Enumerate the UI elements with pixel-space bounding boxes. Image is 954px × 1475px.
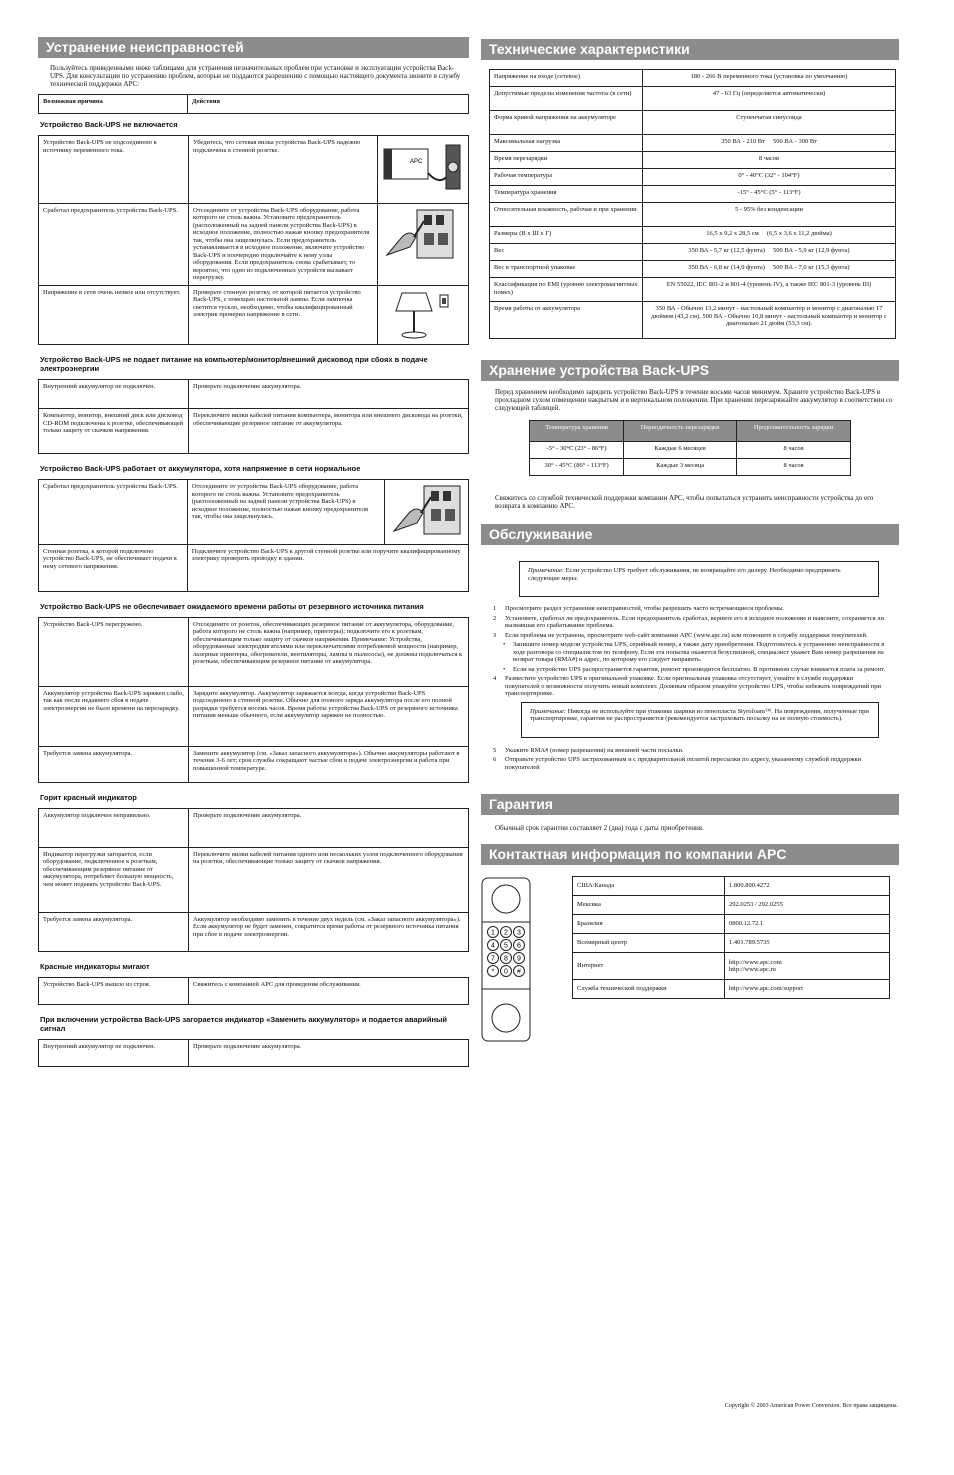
action-cell: Отсоедините от устройства Back-UPS оборудование, работа которого не столь важна. Установите предохранитель (расположенный на задней панели устройства Back-UPS) в исходное положение, полностью нажав кнопку предохранителя так, чтобы она защелкнулась. Если предохранитель устанавливается в исходное положение, включите устройство Back-UPS и поочередно подключайте к нему узлы оборудования. Если предохранитель снова срабатывает, то вероятно, что одно из подключенных устройств вызывает перегрузку. <box>189 203 378 285</box>
svg-text:APC: APC <box>410 159 423 165</box>
table-row <box>573 953 890 980</box>
section-title: Устройство Back-UPS не подает питание на компьютер/монитор/внешний дисковод при сбоях в подаче электроэнергии <box>40 355 428 373</box>
list-item <box>493 632 889 640</box>
cause-cell: Сработал предохранитель устройства Back-UPS. <box>39 203 189 285</box>
table-row <box>490 111 896 135</box>
spec-value: 350 ВА - Обычно 13,2 минут - настольный компьютер и монитор с диагональю 17 дюймов (43,2 см). 500 ВА - Обычно 10,8 минут - настольный компьютер и монитор с диагональю 21 дюйм (53,3 см). <box>643 302 896 339</box>
spec-value: 350 ВА - 210 Вт 500 ВА - 300 Вт <box>643 135 896 152</box>
action-cell: Отсоедините от устройства Back-UPS оборудование, работа которого не столь важна. Установите предохранитель (расположенный на задней панели устройства Back-UPS) в исходное положение, полностью нажав кнопку предохранителя так, чтобы она защелкнулась. <box>187 480 384 545</box>
contact-label: Всемирный центр <box>573 934 725 953</box>
keypad-key-label: 4 <box>491 942 495 950</box>
action-cell: Переключите вилки кабелей питания компьютера, монитора или внешнего дисковода на розетки, обеспечивающие резервное питание от аккумулятора. <box>189 409 469 454</box>
contact-value: 292.0253 / 292.0255 <box>725 896 890 915</box>
table-row <box>39 380 469 409</box>
troubleshooting-column <box>38 0 469 1067</box>
keypad-key-label: 9 <box>517 955 521 963</box>
table-row <box>39 847 469 912</box>
list-marker: 5 <box>493 746 497 754</box>
info-column <box>481 0 899 1047</box>
specs-table <box>489 69 896 339</box>
spec-value: 350 ВА - 6,8 кг (14,9 фунта) 500 ВА - 7,0 кг (15,3 фунта) <box>643 261 896 278</box>
table-row <box>573 915 890 934</box>
contact-label: Служба технической поддержки <box>573 980 725 999</box>
storage-header-cell: Температура хранения <box>530 421 624 442</box>
spec-value: -15° - 45°C (5° - 113°F) <box>643 186 896 203</box>
cause-cell: Индикатор перегрузки загорается, если оборудование, подключенное к розеткам, обеспечивающим резервное питание от аккумулятора, потребляет большую мощность, чем может подавать устройство Back-UPS. <box>39 847 189 912</box>
warranty-title: Гарантия <box>481 794 899 815</box>
ups-plug-icon <box>382 139 462 197</box>
service-note-2 <box>521 702 879 738</box>
spec-name: Размеры (В x Ш x Г) <box>490 227 643 244</box>
action-cell: Аккумулятор необходимо заменить в течение двух недель (см. «Заказ запасного аккумулятора»). Если аккумулятор не будет заменен, сократится время работы от резервного источника питания при сбое в подаче электроэнергии. <box>189 912 469 951</box>
action-cell: Переключите вилки кабелей питания одного или нескольких узлов подключенного оборудования на розетки, обеспечивающие только защиту от скачков напряжения. <box>189 847 469 912</box>
list-marker: 2 <box>493 614 497 622</box>
spec-name: Максимальная нагрузка <box>490 135 643 152</box>
section-table <box>38 479 469 592</box>
table-row <box>490 152 896 169</box>
list-marker: 4 <box>493 675 497 682</box>
section-table <box>38 617 469 783</box>
section-table <box>38 977 469 1005</box>
table-row <box>490 169 896 186</box>
list-text: Укажите RMA# (номер разрешения) на внешней части посылки. <box>505 746 684 754</box>
contact-value: 1.800.800.4272 <box>725 877 890 896</box>
table-row <box>490 261 896 278</box>
keypad-key-label: 7 <box>491 955 495 963</box>
keypad-key-label: 5 <box>504 942 508 950</box>
cause-cell: Внутренний аккумулятор не подключен. <box>39 1039 189 1066</box>
table-row <box>490 278 896 302</box>
action-cell: Убедитесь, что сетевая вилка устройства Back-UPS надежно подключена к стенной розетке. <box>189 136 378 204</box>
spec-name: Форма кривой напряжения на аккумуляторе <box>490 111 643 135</box>
contact-label: Бразилия <box>573 915 725 934</box>
table-row <box>39 617 469 686</box>
note-label: Примечание: <box>528 567 565 574</box>
keypad-key-label: 8 <box>504 955 508 963</box>
list-item <box>493 675 889 698</box>
table-row <box>39 136 469 204</box>
cause-cell: Стенная розетка, к которой подключено устройство Back-UPS, не обеспечивает подачи к нему сетевого напряжения. <box>39 544 188 591</box>
keypad-key-label: 6 <box>517 942 521 950</box>
storage-cell: Каждые 3 месяца <box>624 459 737 476</box>
spec-value: Ступенчатая синусоида <box>643 111 896 135</box>
list-marker: • <box>503 665 506 673</box>
list-text: Если проблема не устранена, просмотрите web-сайт компании APC (www.apc.ru) или позвоните в службу поддержки покупателей. <box>505 631 868 639</box>
table-row <box>39 1039 469 1066</box>
keypad-key-label: # <box>517 968 521 976</box>
table-header-row <box>530 421 851 442</box>
storage-cell: 8 часов <box>737 459 851 476</box>
storage-intro: Перед хранением необходимо зарядить устройство Back-UPS в течение восьми часов минимум. Храните устройство Back-UPS в прохладном сухом помещении накрытым и в вертикальном положении. При хранении перезаряжайте аккумулятор в соответствии со следующей таблицей. <box>495 388 893 412</box>
spec-name: Напряжение на входе (сетевое) <box>490 70 643 87</box>
section-table <box>38 1039 469 1067</box>
table-row <box>39 746 469 782</box>
action-cell: Подключите устройство Back-UPS к другой стенной розетке или поручите квалифицированному электрику проверить проводку в здании. <box>187 544 468 591</box>
spec-value: 5 - 95% без конденсации <box>643 203 896 227</box>
circuit-breaker-icon <box>382 207 457 262</box>
list-marker: 1 <box>493 605 497 612</box>
troubleshooting-sections <box>38 120 469 1067</box>
storage-footer: Свяжитесь со службой технической поддержки компании APC, чтобы попытаться устранить неисправности устройства до его возврата в компанию APC. <box>495 494 874 510</box>
list-item <box>493 605 889 613</box>
cause-cell: Устройство Back-UPS вышло из строя. <box>39 977 189 1004</box>
spec-name: Рабочая температура <box>490 169 643 186</box>
contact-value: http://www.apc.com http://www.apc.ru <box>725 953 890 980</box>
storage-cell: 8 часов <box>737 442 851 459</box>
table-row <box>573 896 890 915</box>
storage-header-cell: Продолжительность зарядки <box>737 421 851 442</box>
action-cell: Зарядите аккумулятор. Аккумулятор заряжается всегда, когда устройство Back-UPS подсоединено к стенной розетке. Обычно для полного заряда аккумулятора после его полной разрядки требуется восемь часов. Время работы устройства Back-UPS от резервного источника питания меньше обычного, если аккумулятор заряжен не полностью. <box>189 686 469 746</box>
illustration-cell <box>378 285 469 345</box>
table-row <box>39 203 469 285</box>
cause-cell: Напряжение в сети очень низкое или отсутствует. <box>39 285 189 345</box>
troubleshooting-intro: Пользуйтесь приведенными ниже таблицами для устранения незначительных проблем при установке и эксплуатации устройства Back-UPS. Для консультации по устранению проблем, которые не поддаются разрешению с помощью настоящего документа звоните в службу технической поддержки APC: <box>50 64 461 88</box>
contact-label: Интернет <box>573 953 725 980</box>
spec-value: EN 55022, IEC 801-2 и 801-4 (уровень IV), а также IEC 801-3 (уровень III) <box>643 278 896 302</box>
cause-cell: Требуется замена аккумулятора. <box>39 746 189 782</box>
cause-cell: Компьютер, монитор, внешний диск или дисковод CD-ROM подключены к розетке, обеспечивающей только защиту от скачков напряжения. <box>39 409 189 454</box>
cause-cell: Устройство Back-UPS не подсоединено к источнику переменного тока. <box>39 136 189 204</box>
section-title: Устройство Back-UPS работает от аккумулятора, хотя напряжение в сети нормальное <box>40 464 361 473</box>
cause-cell: Аккумулятор подключен неправильно. <box>39 808 189 847</box>
spec-value: 180 - 266 В переменного тока (установка по умолчанию) <box>643 70 896 87</box>
table-row <box>573 877 890 896</box>
contact-label: Мексика <box>573 896 725 915</box>
service-note <box>519 561 879 597</box>
cause-cell: Внутренний аккумулятор не подключен. <box>39 380 189 409</box>
table-row <box>490 186 896 203</box>
spec-name: Вес <box>490 244 643 261</box>
action-cell: Проверьте подключение аккумулятора. <box>189 380 469 409</box>
spec-value: 47 - 63 Гц (определяется автоматически) <box>643 87 896 111</box>
action-cell: Проверьте подключение аккумулятора. <box>189 1039 469 1066</box>
contact-title: Контактная информация по компании APC <box>481 844 899 865</box>
contact-table <box>572 876 890 999</box>
table-row <box>573 934 890 953</box>
illustration-cell <box>378 136 469 204</box>
storage-cell: -5° - 30°C (23° - 86°F) <box>530 442 624 459</box>
spec-name: Относительная влажность, рабочая и при хранении <box>490 203 643 227</box>
contact-value: 0800.12.72.1 <box>725 915 890 934</box>
storage-cell: Каждые 6 месяцев <box>624 442 737 459</box>
spec-value: 0° - 40°C (32° - 104°F) <box>643 169 896 186</box>
action-cell: Проверьте подключение аккумулятора. <box>189 808 469 847</box>
section-table <box>38 808 469 952</box>
service-steps-2 <box>493 747 889 772</box>
illustration-cell <box>378 203 469 285</box>
table-row <box>490 302 896 339</box>
contact-area <box>481 877 899 1047</box>
storage-header-cell: Периодичность перезарядки <box>624 421 737 442</box>
table-row <box>490 70 896 87</box>
action-header: Действия <box>188 95 469 114</box>
storage-title: Хранение устройства Back-UPS <box>481 360 899 381</box>
section-title: Устройство Back-UPS не включается <box>40 120 178 129</box>
telephone-icon <box>481 877 531 1042</box>
cause-cell: Устройство Back-UPS перегружено. <box>39 617 189 686</box>
table-row <box>39 686 469 746</box>
list-text: Разместите устройство UPS в оригинальной упаковке. Если оригинальная упаковка отсутствует, узнайте в службе поддержки покупателей о возможности получить новый комплект. Должным образом упакуйте устройство UPS, чтобы избежать повреждений при транспортировке. <box>505 675 882 697</box>
contact-value: 1.401.789.5735 <box>725 934 890 953</box>
copyright: Copyright © 2003 American Power Conversion. Все права защищены. <box>724 1403 898 1409</box>
note-text: Если устройство UPS требует обслуживания, не возвращайте его дилеру. Необходимо предпринять следующие меры: <box>528 567 841 582</box>
list-marker: 3 <box>493 631 497 639</box>
list-text: Просмотрите раздел устранения неисправностей, чтобы разрешить часто встречающиеся проблемы. <box>505 605 785 612</box>
table-lamp-icon <box>382 289 452 339</box>
keypad-key-label: 0 <box>504 968 508 976</box>
list-item <box>493 747 889 755</box>
note2-label: Примечание: <box>530 707 567 715</box>
spec-value: 16,5 x 9,2 x 28,5 см (6,5 x 3,6 x 11,2 дюйма) <box>643 227 896 244</box>
spec-name: Классификация по EMI (уровню электромагнитных помех) <box>490 278 643 302</box>
list-item <box>493 756 889 771</box>
section-title: Красные индикаторы мигают <box>40 961 150 971</box>
section-table <box>38 379 469 454</box>
list-item <box>493 615 889 630</box>
keypad-key-label: * <box>491 968 495 976</box>
table-row <box>39 409 469 454</box>
cause-header: Возможная причина <box>39 95 188 114</box>
action-cell: Свяжитесь с компанией APC для проведения обслуживания. <box>189 977 469 1004</box>
storage-cell: 30° - 45°C (86° - 113°F) <box>530 459 624 476</box>
table-row <box>39 480 469 545</box>
list-marker: • <box>503 641 506 648</box>
service-title: Обслуживание <box>481 524 899 545</box>
cause-cell: Требуется замена аккумулятора. <box>39 912 189 951</box>
list-item <box>493 641 889 664</box>
spec-value: 8 часов <box>643 152 896 169</box>
troubleshooting-header-table <box>38 94 469 114</box>
table-row <box>490 244 896 261</box>
list-item <box>493 666 889 674</box>
note2-text: Никогда не используйте при упаковке шарики из пенопласта Styrofoam™. На повреждения, полученные при транспортировке, гарантия не распространяется (рекомендуется застраховать посылку на ее полную стоимость). <box>530 707 869 722</box>
contact-value: http://www.apc.com/support <box>725 980 890 999</box>
table-row <box>530 442 851 459</box>
table-row <box>490 203 896 227</box>
cause-cell: Сработал предохранитель устройства Back-UPS. <box>39 480 188 545</box>
action-cell: Отсоедините от розеток, обеспечивающих резервное питание от аккумулятора, оборудование, работа которого не столь важна (например, принтеры); подключите его к розеткам, обеспечивающим только защиту от скачков напряжения. Примечание: Устройства, оборудованные электродвигателями или переключателями потребляемой мощности (например, лазерные принтеры, обогреватели, вентиляторы, лампы и пылесосы), не должны подключаться к розеткам, обеспечивающим резервное питание от аккумулятора. <box>189 617 469 686</box>
list-text: Запишите номер модели устройства UPS, серийный номер, а также дату приобретения. Подготовьтесь к устранению неисправности в ходе разговора со специалистом по телефону. Если эта попытка окажется безуспешной, специалист укажет Вам номер разрешения на возврат товара (RMA#) и адрес, по которому его следует направить. <box>513 641 885 663</box>
circuit-breaker-icon <box>389 483 464 538</box>
cause-cell: Аккумулятор устройства Back-UPS заряжен слабо, так как после недавнего сбоя в подаче электроэнергии не было времени на перезарядку. <box>39 686 189 746</box>
table-row <box>39 544 469 591</box>
service-steps <box>493 605 889 698</box>
list-text: Если на устройство UPS распространяется гарантия, ремонт производится бесплатно. В противном случае взимается плата за ремонт. <box>513 665 886 673</box>
table-row <box>490 227 896 244</box>
table-row <box>573 980 890 999</box>
spec-name: Время работы от аккумулятора <box>490 302 643 339</box>
storage-table <box>529 420 851 476</box>
spec-name: Допустимые пределы изменения частоты (в сети) <box>490 87 643 111</box>
illustration-cell <box>385 480 469 545</box>
spec-name: Время перезарядки <box>490 152 643 169</box>
spec-name: Температура хранения <box>490 186 643 203</box>
section-title: Устройство Back-UPS не обеспечивает ожидаемого времени работы от резервного источника питания <box>40 601 424 611</box>
spec-value: 350 ВА - 5,7 кг (12,5 фунта) 500 ВА - 5,9 кг (12,9 фунта) <box>643 244 896 261</box>
table-row <box>39 285 469 345</box>
spec-name: Вес в транспортной упаковке <box>490 261 643 278</box>
troubleshooting-title: Устранение неисправностей <box>38 37 469 58</box>
warranty-text: Обычный срок гарантии составляет 2 (два) года с даты приобретения. <box>495 824 704 832</box>
keypad-key-label: 1 <box>491 929 495 937</box>
keypad-key-label: 3 <box>517 929 521 937</box>
contact-label: США/Канада <box>573 877 725 896</box>
table-row <box>39 977 469 1004</box>
list-marker: 6 <box>493 756 497 763</box>
table-row <box>39 808 469 847</box>
table-row <box>39 912 469 951</box>
list-text: Установите, сработал ли предохранитель. Если предохранитель сработал, верните его в исходное положение и выясните, сохраняется ли вызвавшая его срабатывание проблема. <box>505 614 884 629</box>
specs-title: Технические характеристики <box>481 39 899 60</box>
section-title: При включении устройства Back-UPS загорается индикатор «Заменить аккумулятор» и подается аварийный сигнал <box>40 1014 447 1033</box>
table-row <box>490 87 896 111</box>
action-cell: Замените аккумулятор (см. «Заказ запасного аккумулятора»). Обычно аккумуляторы работают в течение 3-6 лет; срок службы сокращают частые сбои в подаче электроэнергии и работа при повышенной температуре. <box>189 746 469 782</box>
keypad-key-label: 2 <box>504 929 508 937</box>
section-table <box>38 135 469 345</box>
action-cell: Проверьте стенную розетку, от которой питается устройство Back-UPS, с помощью настольной лампы. Если лампочка светится тускло, необходимо, чтобы квалифицированный электрик проверил напряжение в сети. <box>189 285 378 345</box>
section-title: Горит красный индикатор <box>40 792 137 802</box>
table-row <box>530 459 851 476</box>
list-text: Отправьте устройство UPS застрахованным и с предварительной оплатой пересылки по адресу, указанному службой поддержки покупателей <box>505 756 862 771</box>
table-row <box>490 135 896 152</box>
